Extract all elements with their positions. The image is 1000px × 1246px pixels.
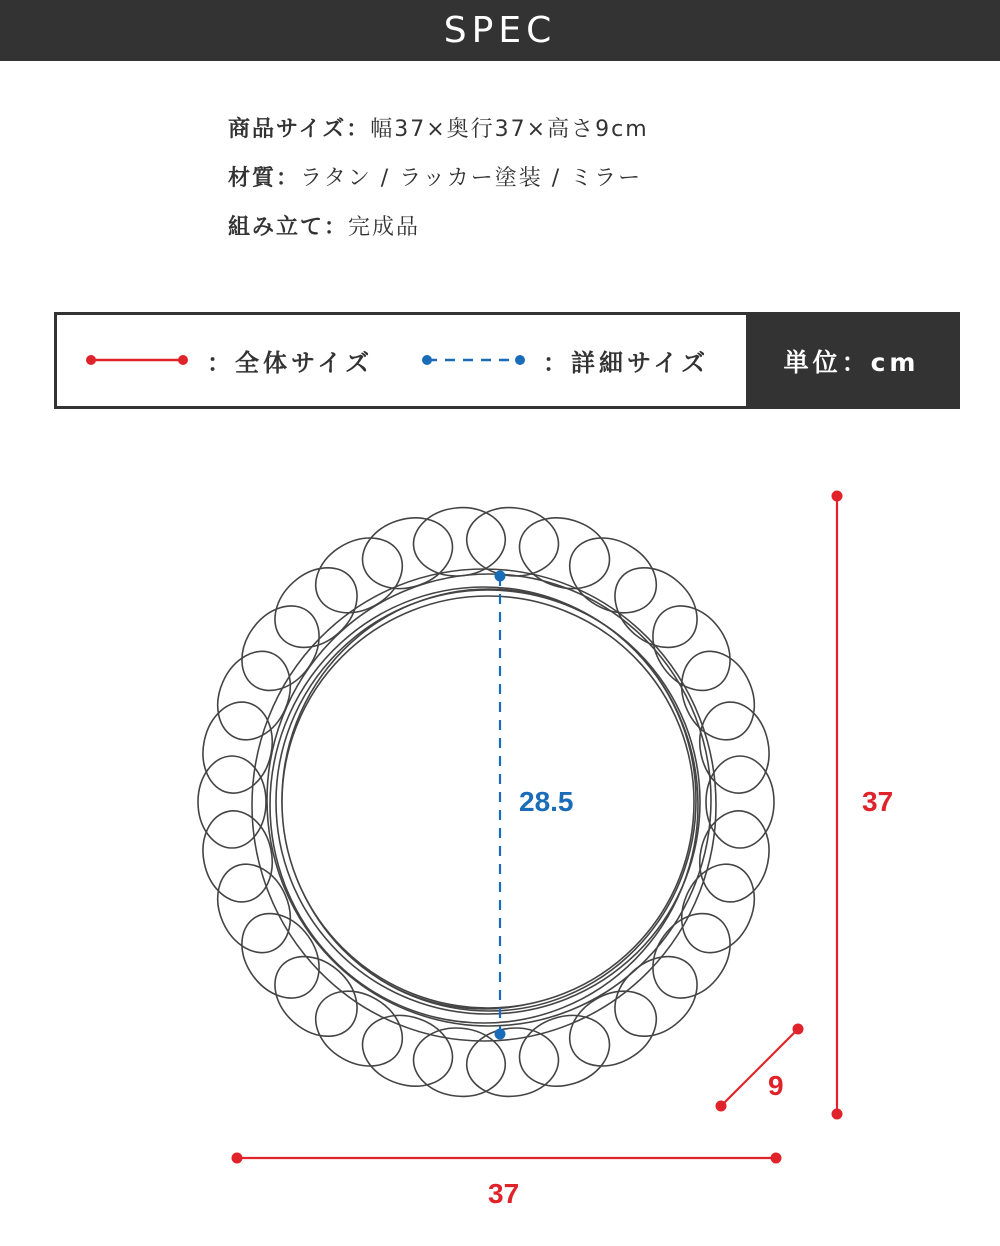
- unit-label: 単位：cm: [783, 347, 920, 377]
- depth-dot-start: [716, 1101, 727, 1112]
- spec-value: ラタン / ラッカー塗装 / ミラー: [300, 166, 643, 191]
- rattan-loop: [204, 853, 304, 965]
- rattan-loop: [410, 1024, 509, 1101]
- width-dot-right: [771, 1153, 782, 1164]
- spec-value: 完成品: [348, 215, 421, 240]
- legend-detail-label: ：詳細サイズ: [543, 349, 710, 377]
- spec-label: 商品サイズ：: [228, 117, 371, 142]
- spec-title: SPEC: [443, 10, 557, 51]
- legend-overall-label: ：全体サイズ: [207, 349, 374, 377]
- height-dot-top: [832, 491, 843, 502]
- rattan-loop: [198, 756, 266, 848]
- rattan-loop: [353, 507, 462, 600]
- spec-value: 幅37×奥行37×高さ9cm: [370, 117, 649, 142]
- spec-label: 組み立て：: [228, 215, 349, 240]
- inner-diameter-dot-top: [495, 571, 506, 582]
- width-dot-left: [232, 1153, 243, 1164]
- depth-line: [721, 1029, 798, 1106]
- rattan-loop: [204, 640, 304, 752]
- spec-label: 材質：: [228, 166, 301, 191]
- rattan-loop: [353, 1004, 462, 1097]
- depth-dot-end: [793, 1024, 804, 1035]
- inner-diameter-dot-bottom: [495, 1029, 506, 1040]
- rattan-loop: [302, 523, 416, 628]
- inner-diameter-label: 28.5: [519, 786, 574, 817]
- width-label: 37: [488, 1178, 520, 1209]
- height-dot-bottom: [832, 1109, 843, 1120]
- rattan-loop: [302, 976, 416, 1081]
- rattan-loop: [463, 1024, 562, 1101]
- height-label: 37: [862, 786, 894, 817]
- rattan-frame-illustration: [195, 503, 777, 1101]
- depth-label: 9: [768, 1070, 784, 1101]
- mirror-face: [282, 596, 694, 1008]
- rattan-loop: [510, 507, 619, 600]
